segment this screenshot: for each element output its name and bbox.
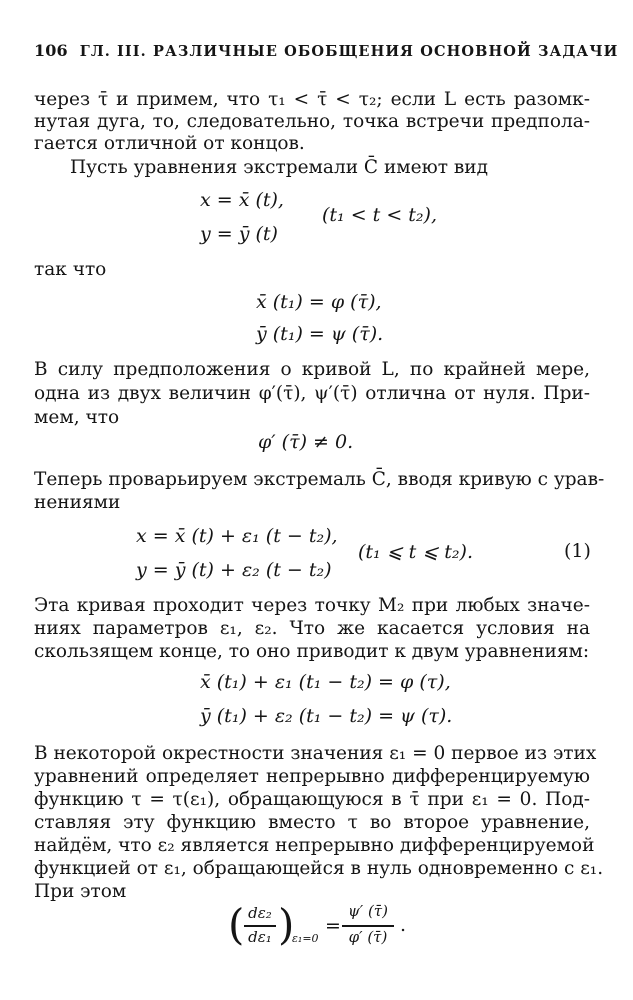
page-number: 106 xyxy=(34,41,68,60)
equation-variation-y: y = ȳ (t) + ε₂ (t − t₂) xyxy=(136,559,332,581)
text-line: Теперь проварьируем экстремаль C̄, вводя кривую с урав- xyxy=(34,469,605,490)
chapter-title: ГЛ. III. РАЗЛИЧНЫЕ ОБОБЩЕНИЯ ОСНОВНОЙ ЗАДАЧИ xyxy=(79,43,619,60)
text-line: В силу предположения о кривой L, по крайней мере, xyxy=(34,359,590,380)
equation-endpoint-y: ȳ (t₁) = ψ (τ̄). xyxy=(256,323,384,345)
fraction-numerator: ψ′ (τ̄) xyxy=(348,902,388,920)
equation-phi-nonzero: φ′ (τ̄) ≠ 0. xyxy=(258,431,354,453)
fraction-denominator: φ′ (τ̄) xyxy=(348,928,388,946)
fraction-bar xyxy=(342,925,394,927)
text-line: нениями xyxy=(34,492,121,513)
text-line: В некоторой окрестности значения ε₁ = 0 первое из этих xyxy=(34,743,597,764)
text-line: мем, что xyxy=(34,407,120,428)
text-line: так что xyxy=(34,259,107,280)
text-line: найдём, что ε₂ является непрерывно дифференцируемой xyxy=(34,835,595,856)
text-line: гается отличной от концов. xyxy=(34,133,305,154)
fraction-numerator: dε₂ xyxy=(248,904,272,922)
running-header xyxy=(34,41,619,60)
equation-variation-x: x = x̄ (t) + ε₁ (t − t₂), xyxy=(136,525,338,547)
equation-number: (1) xyxy=(564,540,591,562)
text-line: функцию τ = τ(ε₁), обращающуюся в τ̄ при ε₁ = 0. Под- xyxy=(34,789,590,810)
equation-sliding-y: ȳ (t₁) + ε₂ (t₁ − t₂) = ψ (τ). xyxy=(200,705,453,727)
equation-extremal-range: (t₁ < t < t₂), xyxy=(322,204,438,226)
text-line: При этом xyxy=(34,881,127,902)
text-line: ниях параметров ε₁, ε₂. Что же касается условия на xyxy=(34,618,590,639)
equals-sign: = xyxy=(325,915,341,937)
text-line: функцией от ε₁, обращающейся в нуль одновременно с ε₁. xyxy=(34,858,604,879)
equation-derivative: ( dε₂ dε₁ ) ε₁=0 = ψ′ (τ̄) φ′ (τ̄) . xyxy=(228,900,407,949)
text-line: скользящем конце, то оно приводит к двум уравнениям: xyxy=(34,641,590,662)
equation-endpoint-x: x̄ (t₁) = φ (τ̄), xyxy=(256,291,382,313)
period: . xyxy=(400,914,407,936)
text-line: Эта кривая проходит через точку M₂ при любых значе- xyxy=(34,595,590,616)
fraction-bar xyxy=(244,925,276,927)
text-line: ставляя эту функцию вместо τ во второе уравнение, xyxy=(34,812,590,833)
fraction-denominator: dε₁ xyxy=(248,928,272,946)
text-line: нутая дуга, то, следовательно, точка встречи предпола- xyxy=(34,111,590,132)
equation-extremal-x: x = x̄ (t), xyxy=(200,189,284,211)
equation-sliding-x: x̄ (t₁) + ε₁ (t₁ − t₂) = φ (τ), xyxy=(200,671,451,693)
text-line: одна из двух величин φ′(τ̄), ψ′(τ̄) отлична от нуля. При- xyxy=(34,383,590,404)
equation-variation-range: (t₁ ⩽ t ⩽ t₂). xyxy=(358,541,474,563)
text-line: через τ̄ и примем, что τ₁ < τ̄ < τ₂; если L есть разомк- xyxy=(34,89,590,110)
text-line: Пусть уравнения экстремали C̄ имеют вид xyxy=(70,157,488,178)
equation-extremal-y: y = ȳ (t) xyxy=(200,223,278,245)
subscript-condition: ε₁=0 xyxy=(292,932,319,945)
text-line: уравнений определяет непрерывно дифференцируемую xyxy=(34,766,590,787)
